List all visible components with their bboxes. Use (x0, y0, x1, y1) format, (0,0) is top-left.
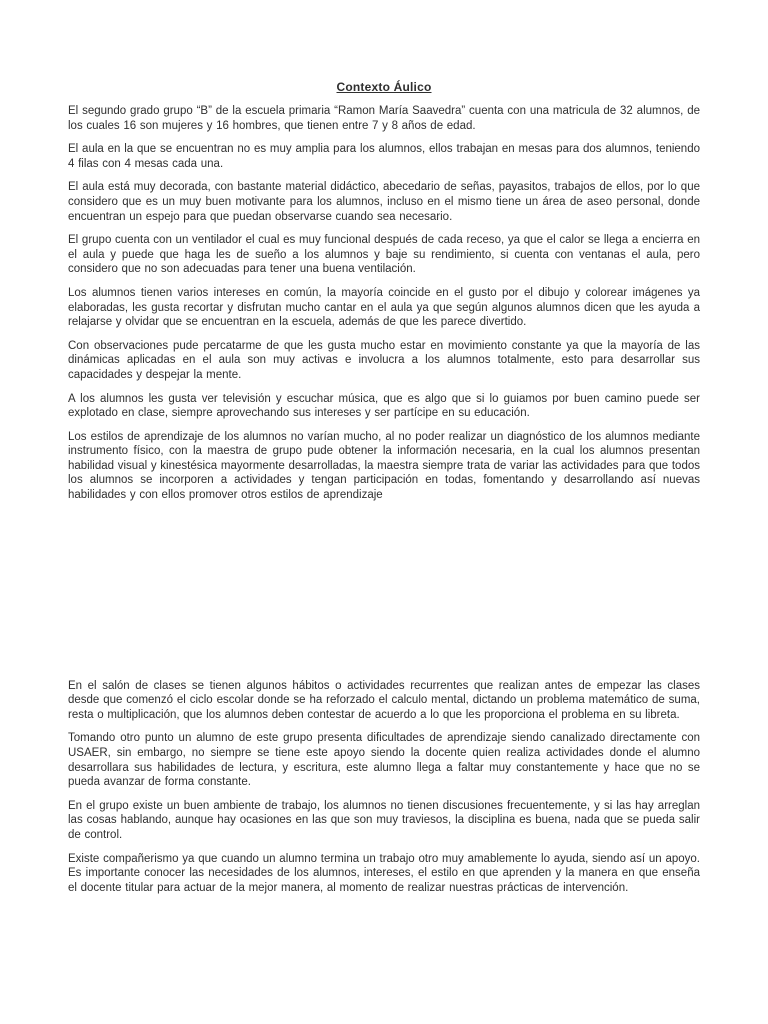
paragraph: A los alumnos les gusta ver televisión y escuchar música, que es algo que si lo guiamos por buen camino puede ser explotado en clase, siempre aprovechando sus intereses y ser partícipe en su educación. (68, 392, 700, 420)
paragraph: El aula en la que se encuentran no es muy amplia para los alumnos, ellos trabajan en mesas para dos alumnos, teniendo 4 filas con 4 mesas cada una. (68, 143, 700, 170)
paragraph: El grupo cuenta con un ventilador el cual es muy funcional después de cada receso, ya que el calor se llega a encierra en el aula y puede que haga les de sueño a los alumnos y baje su rendimiento, si cuenta con ventanas el aula, pero considero que no son adecuadas para tener una buena ventilación. (68, 234, 700, 276)
section-gap (68, 503, 700, 670)
paragraph: Los estilos de aprendizaje de los alumnos no varían mucho, al no poder realizar un diagnóstico de los alumnos mediante instrumento físico, con la maestra de grupo pude obtener la información necesaria, en la cual los alumnos presentan habilidad visual y kinestésica mayormente desarrolladas, la maestra siempre trata de variar las actividades para que todos los alumnos se incorporen a actividades y tengan participación en todas, fomentando y desarrollando así nuevas habilidades y con ellos promover otros estilos de aprendizaje (68, 430, 700, 502)
paragraph: El segundo grado grupo “B” de la escuela primaria “Ramon María Saavedra” cuenta con una matricula de 32 alumnos, de los cuales 16 son mujeres y 16 hombres, que tienen entre 7 y 8 años de edad. (68, 105, 700, 132)
paragraph: En el grupo existe un buen ambiente de trabajo, los alumnos no tienen discusiones frecuentemente, y si las hay arreglan las cosas hablando, aunque hay ocasiones en las que son muy traviesos, la disciplina es buena, nada que se pueda salir de control. (68, 799, 700, 841)
paragraph: Con observaciones pude percatarme de que les gusta mucho estar en movimiento constante ya que la mayoría de las dinámicas aplicadas en el aula son muy activas e involucra a los alumnos totalmente, esto para desarrollar sus capacidades y despejar la mente. (68, 339, 700, 381)
document-title: Contexto Áulico (336, 80, 432, 94)
paragraph: Existe compañerismo ya que cuando un alumno termina un trabajo otro muy amablemente lo ayuda, siendo así un apoyo. Es importante conocer las necesidades de los alumnos, intereses, el estilo en que aprenden y la manera en que enseña el docente titular para actuar de la mejor manera, al momento de realizar nuestras prácticas de intervención. (68, 852, 700, 894)
text-section-2 (68, 679, 700, 896)
text-section-1 (68, 104, 700, 503)
paragraph: Los alumnos tienen varios intereses en común, la mayoría coincide en el gusto por el dibujo y colorear imágenes ya elaboradas, les gusta recortar y disfrutan mucho cantar en el aula ya que según algunos alumnos dicen que les ayuda a relajarse y olvidar que se encuentran en la escuela, además de que les parece divertido. (68, 286, 700, 329)
paragraph: Tomando otro punto un alumno de este grupo presenta dificultades de aprendizaje siendo canalizado directamente con USAER, sin embargo, no siempre se tiene este apoyo siendo la docente quien realiza actividades donde el alumno desarrollara sus habilidades de lectura, y escritura, este alumno llega a faltar muy constantemente y hace que no se pueda avanzar de forma constante. (68, 732, 700, 789)
paragraph: En el salón de clases se tienen algunos hábitos o actividades recurrentes que realizan antes de empezar las clases desde que comenzó el ciclo escolar donde se ha reforzado el calculo mental, dictando un problema matemático de suma, resta o multiplicación, que los alumnos deben contestar de acuerdo a lo que les proporciona el problema en su libreta. (68, 679, 700, 721)
paragraph: El aula está muy decorada, con bastante material didáctico, abecedario de señas, payasitos, trabajos de ellos, por lo que considero que es un muy buen motivante para los alumnos, incluso en el mismo tiene un área de aseo personal, donde encuentran un espejo para que puedan observarse cuando sea necesario. (68, 181, 700, 223)
